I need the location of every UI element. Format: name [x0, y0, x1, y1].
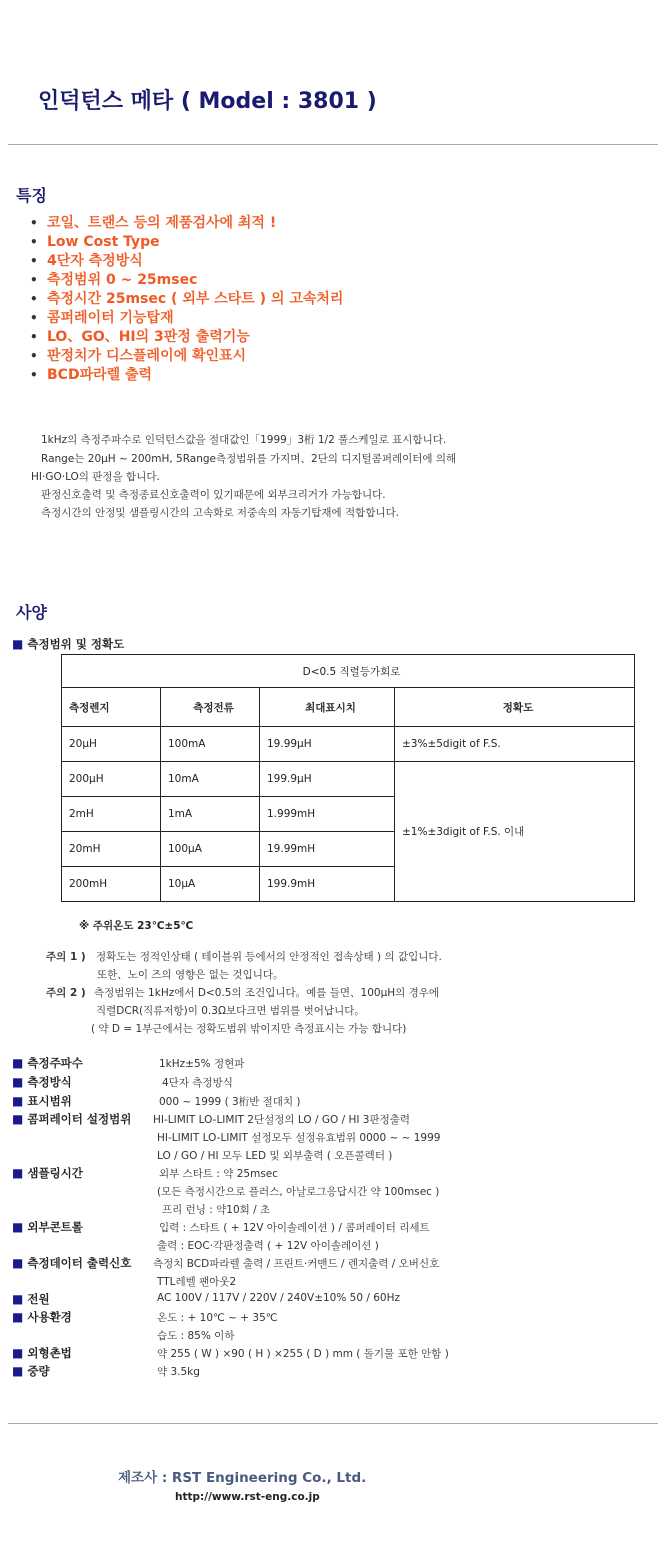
spec-value: 입력 : 스타트 ( + 12V 아이솔레이션 ) / 콤퍼레이터 리세트 — [159, 1222, 430, 1234]
feature-item: • BCD파라렐 출력 — [30, 366, 343, 385]
note1-line: 정확도는 정적인상태 ( 테이블위 등에서의 안정적인 접속상태 ) 의 값입니다. — [96, 951, 442, 963]
column-header: 측정렌지 — [62, 688, 161, 727]
table-cell: 1.999mH — [260, 797, 395, 832]
spec-value: AC 100V / 117V / 220V / 240V±10% 50 / 60Hz — [157, 1292, 401, 1304]
square-bullet-icon: ■ — [12, 1094, 24, 1108]
manufacturer-name: 제조사 : RST Engineering Co., Ltd. — [118, 1470, 367, 1486]
column-header: 측정전류 — [161, 688, 260, 727]
square-bullet-icon: ■ — [12, 1056, 24, 1070]
spec-value: 출력 : EOC·각판정출력 ( + 12V 아이솔레이션 ) — [157, 1240, 379, 1252]
square-bullet-icon: ■ — [12, 1075, 24, 1089]
spec-value: HI-LIMIT LO-LIMIT 2단설정의 LO / GO / HI 3판정출력 — [153, 1114, 411, 1126]
specs-heading: 사양 — [16, 603, 47, 622]
table-row — [62, 727, 635, 762]
spec-label-environment: ■ 사용환경 — [12, 1310, 72, 1324]
column-header: 최대표시치 — [260, 688, 395, 727]
note1-line: 또한、노이 즈의 영향은 없는 것입니다。 — [97, 969, 284, 981]
spec-value: 프리 런닝 : 약10회 / 초 — [162, 1204, 271, 1216]
table-cell: 100mA — [161, 727, 260, 762]
square-bullet-icon: ■ — [12, 1364, 24, 1378]
table-cell: 2mH — [62, 797, 161, 832]
description-line: HI·GO·LO의 판정을 합니다. — [31, 471, 160, 483]
spec-value: 약 255 ( W ) ×90 ( H ) ×255 ( D ) mm ( 돌기물 포한 안함 ) — [157, 1348, 449, 1360]
table-row — [62, 762, 635, 797]
spec-value: 4단자 측정방식 — [162, 1077, 233, 1089]
spec-value: LO / GO / HI 모두 LED 및 외부출력 ( 오픈콜렉터 ) — [157, 1150, 393, 1162]
accuracy-subheading: ■ 측정범위 및 정확도 — [12, 637, 125, 651]
square-bullet-icon: ■ — [12, 1292, 24, 1306]
description-line: 1kHz의 측정주파수로 인덕턴스값을 절대값인「1999」3桁 1/2 풀스케일로 표시합니다. — [41, 434, 447, 446]
spec-label-data-output: ■ 측정데이터 출력신호 — [12, 1256, 132, 1270]
spec-value: 000 ~ 1999 ( 3桁반 절대치 ) — [159, 1096, 301, 1108]
spec-label-frequency: ■ 측정주파수 — [12, 1056, 83, 1070]
spec-value: 1kHz±5% 정현파 — [159, 1058, 245, 1070]
square-bullet-icon: ■ — [12, 637, 24, 651]
note2-label: 주의 2 ) — [46, 987, 86, 999]
spec-label-sampling: ■ 샘플링시간 — [12, 1166, 83, 1180]
feature-item: • LO、GO、HI의 3판정 출력기능 — [30, 328, 343, 347]
spec-value: (모든 측정시간으로 플러스, 아날로그응답시간 약 100msec ) — [157, 1186, 440, 1198]
spec-value: 측정치 BCD파라렐 출력 / 프린트·커맨드 / 렌지출력 / 오버신호 — [153, 1258, 440, 1270]
spec-value: TTL레벨 팬아웃2 — [157, 1276, 237, 1288]
table-cell: 19.99μH — [260, 727, 395, 762]
table-cell: 10μA — [161, 867, 260, 902]
square-bullet-icon: ■ — [12, 1346, 24, 1360]
table-cell: 20mH — [62, 832, 161, 867]
spec-label-method: ■ 측정방식 — [12, 1075, 72, 1089]
spec-label-weight: ■ 중량 — [12, 1364, 50, 1378]
table-cell: 199.9mH — [260, 867, 395, 902]
feature-item: • 측정범위 0 ~ 25msec — [30, 271, 343, 290]
features-heading: 특징 — [16, 186, 47, 205]
description-line: 측정시간의 안정및 샘플링시간의 고속화로 저중속의 자동기탑재에 적합합니다. — [41, 507, 400, 519]
square-bullet-icon: ■ — [12, 1220, 24, 1234]
feature-item: • 판정치가 디스플레이에 확인표시 — [30, 347, 343, 366]
feature-item: • Low Cost Type — [30, 233, 343, 252]
spec-value: 외부 스타트 : 약 25msec — [159, 1168, 279, 1180]
square-bullet-icon: ■ — [12, 1310, 24, 1324]
website-link[interactable]: http://www.rst-eng.co.jp — [175, 1491, 320, 1503]
table-cell: ±3%±5digit of F.S. — [395, 727, 635, 762]
table-cell: 1mA — [161, 797, 260, 832]
table-cell: 19.99mH — [260, 832, 395, 867]
spec-value: 습도 : 85% 이하 — [157, 1330, 235, 1342]
table-cell: 200μH — [62, 762, 161, 797]
description-line: 판정신호출력 및 측정종료신호출력이 있기때문에 외부크리거가 가능합니다. — [41, 489, 386, 501]
note2-line: 측정범위는 1kHz에서 D<0.5의 조건입니다。예를 들면、100μH의 경우에 — [94, 987, 440, 999]
description-line: Range는 20μH ~ 200mH, 5Range측정범위를 가지며、2단의 디지털콤퍼레이터에 의해 — [41, 453, 457, 465]
note1-label: 주의 1 ) — [46, 951, 86, 963]
bottom-divider — [8, 1423, 658, 1424]
note2-line: ( 약 D = 1부근에서는 정확도범위 밖이지만 측정표시는 가능 합니다) — [91, 1023, 407, 1035]
note2-line: 직렬DCR(직류저항)이 0.3Ω보다크면 범위를 벗어납니다。 — [96, 1005, 365, 1017]
spec-value: HI-LIMIT LO-LIMIT 설정모두 설정유효범위 0000 ~ ~ 1999 — [157, 1132, 441, 1144]
feature-item: • 코일、트랜스 등의 제품검사에 최적 ! — [30, 214, 343, 233]
ambient-temperature-note: ※ 주위온도 23℃±5℃ — [79, 920, 194, 932]
feature-item: • 4단자 측정방식 — [30, 252, 343, 271]
feature-item: • 측정시간 25msec ( 외부 스타트 ) 의 고속처리 — [30, 290, 343, 309]
spec-label-dimensions: ■ 외형촌법 — [12, 1346, 72, 1360]
spec-value: 약 3.5kg — [157, 1366, 200, 1378]
accuracy-table — [61, 654, 635, 902]
features-list — [30, 214, 343, 385]
table-caption: D<0.5 직렬등가회로 — [62, 655, 635, 688]
spec-label-power: ■ 전원 — [12, 1292, 50, 1306]
spec-value: 온도 : + 10℃ ~ + 35℃ — [157, 1312, 278, 1324]
table-cell: 100μA — [161, 832, 260, 867]
table-cell: 20μH — [62, 727, 161, 762]
top-divider — [8, 144, 658, 145]
table-cell: 10mA — [161, 762, 260, 797]
page-title: 인덕턴스 메타 ( Model : 3801 ) — [38, 89, 377, 114]
feature-item: • 콤퍼레이터 기능탑재 — [30, 309, 343, 328]
square-bullet-icon: ■ — [12, 1256, 24, 1270]
spec-label-display-range: ■ 표시범위 — [12, 1094, 72, 1108]
table-cell: 200mH — [62, 867, 161, 902]
square-bullet-icon: ■ — [12, 1112, 24, 1126]
merged-accuracy-cell: ±1%±3digit of F.S. 이내 — [395, 762, 635, 902]
spec-label-external-control: ■ 외부콘트롤 — [12, 1220, 83, 1234]
column-header: 정확도 — [395, 688, 635, 727]
spec-label-comparator: ■ 콤퍼레이터 설정범위 — [12, 1112, 132, 1126]
table-cell: 199.9μH — [260, 762, 395, 797]
square-bullet-icon: ■ — [12, 1166, 24, 1180]
